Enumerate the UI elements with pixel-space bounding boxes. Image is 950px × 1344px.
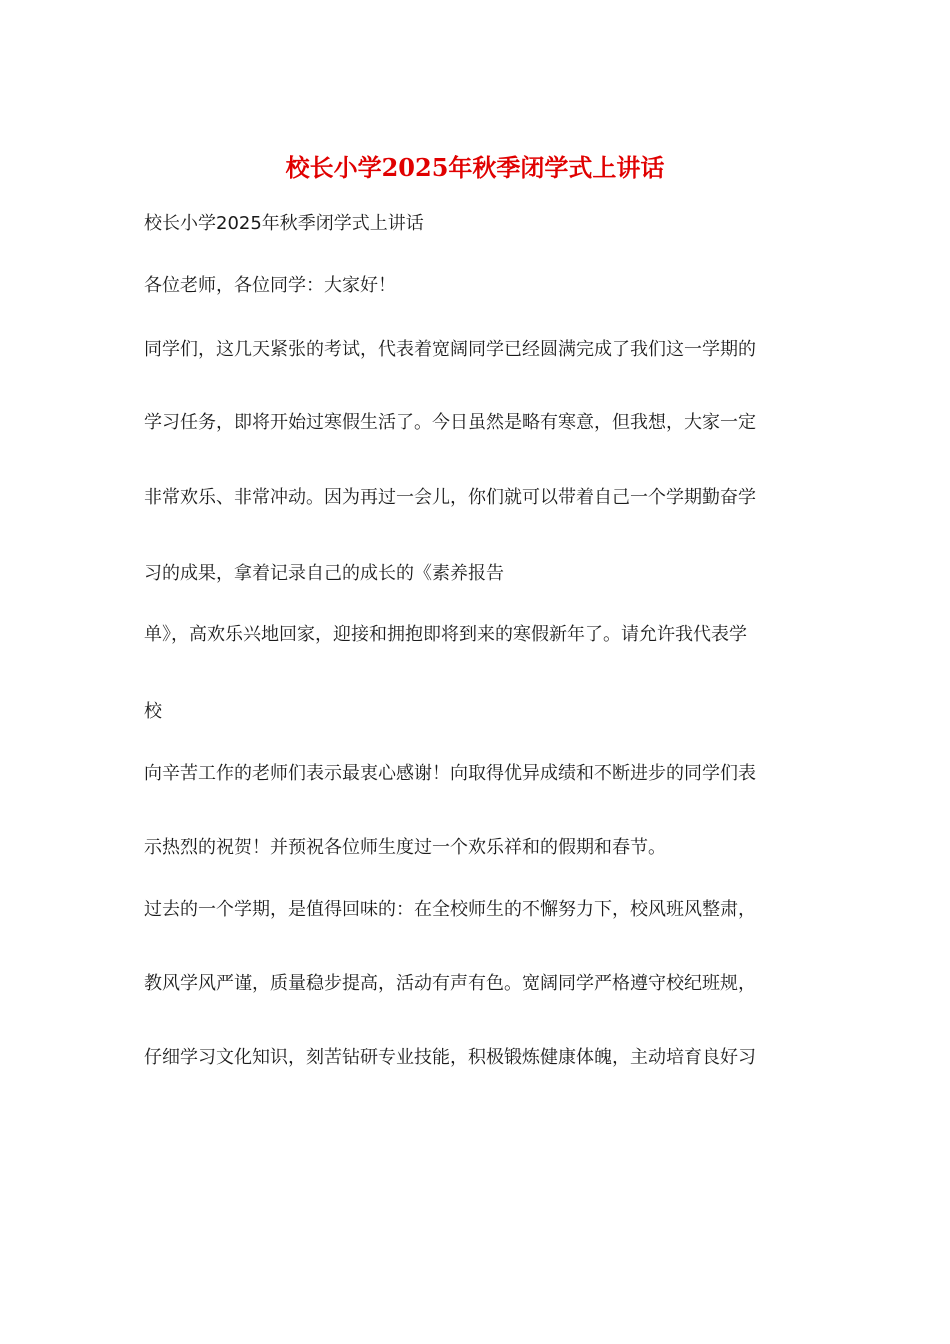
subtitle-line: 校长小学2025年秋季闭学式上讲话 [144, 213, 424, 234]
body-line: 仔细学习文化知识，刻苦钻研专业技能，积极锻炼健康体魄，主动培育良好习 [144, 1047, 756, 1068]
body-line: 校 [144, 701, 162, 722]
body-line: 示热烈的祝贺！并预祝各位师生度过一个欢乐祥和的假期和春节。 [144, 837, 666, 858]
body-line: 教风学风严谨，质量稳步提高，活动有声有色。宽阔同学严格遵守校纪班规， [144, 973, 756, 994]
body-line: 同学们，这几天紧张的考试，代表着宽阔同学已经圆满完成了我们这一学期的 [144, 339, 756, 360]
body-line: 过去的一个学期，是值得回味的：在全校师生的不懈努力下，校风班风整肃， [144, 899, 756, 920]
body-line: 学习任务，即将开始过寒假生活了。今日虽然是略有寒意，但我想，大家一定 [144, 412, 756, 433]
body-line: 习的成果，拿着记录自己的成长的《素养报告 [144, 563, 504, 584]
body-line: 向辛苦工作的老师们表示最衷心感谢！向取得优异成绩和不断进步的同学们表 [144, 763, 756, 784]
body-line: 单》，高欢乐兴地回家，迎接和拥抱即将到来的寒假新年了。请允许我代表学 [144, 624, 747, 645]
document-title: 校长小学2025年秋季闭学式上讲话 [285, 153, 665, 182]
body-line: 非常欢乐、非常冲动。因为再过一会儿，你们就可以带着自己一个学期勤奋学 [144, 487, 756, 508]
greeting-line: 各位老师，各位同学：大家好！ [144, 275, 396, 296]
